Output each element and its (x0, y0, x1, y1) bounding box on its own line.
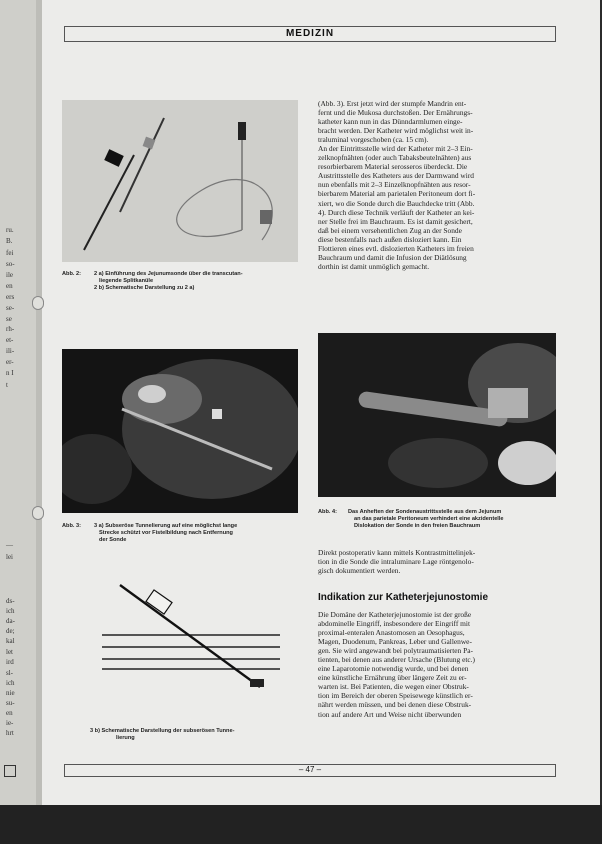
scan-bottom-edge (0, 805, 602, 844)
text-line: proximal-enteralen Anastomosen an Oesophagus, (318, 628, 465, 638)
adjacent-page-fragment: so- (6, 260, 15, 268)
adjacent-page-fragment: de; (6, 627, 15, 635)
text-line: tion im Bereich der oberen Speisewege künstlich er- (318, 691, 473, 701)
text-line: xiert, wo die Sonde durch die Bauchdecke tritt (Abb. (318, 198, 475, 208)
page-header (64, 26, 556, 42)
text-line: Magen, Duodenum, Pankreas, Leber und Gallenwe- (318, 637, 472, 647)
text-line: gisch dokumentiert werden. (318, 566, 401, 576)
adjacent-page-fragment: t (6, 381, 8, 389)
adjacent-page-fragment: se- (6, 304, 15, 312)
section-title: MEDIZIN (285, 28, 335, 39)
adjacent-page-fragment: ie- (6, 719, 14, 727)
caption-line: liegende Splitkanüle (99, 278, 154, 284)
text-line: eine Laparotomie notwendig wurde, und bei denen (318, 664, 469, 674)
text-line: traluminal vorgeschoben (ca. 15 cm). (318, 135, 429, 145)
text-line: abdominelle Eingriff, insbesondere der Eingriff mit (318, 619, 471, 629)
figure-3-caption (62, 523, 302, 553)
adjacent-page-fragment: rh- (6, 325, 15, 333)
adjacent-page-fragment: et- (6, 336, 14, 344)
text-line: bierbarem Material am parietalen Peritoneum dort fi- (318, 189, 476, 199)
text-line: Die Domäne der Katheterjejunostomie ist der große (318, 610, 472, 619)
caption-line: 2 b) Schematische Darstellung zu 2 a) (94, 285, 195, 291)
text-line: tion auf andere Art und Weise nicht überwunden (318, 709, 462, 719)
caption-line: 3 a) Subseröse Tunnelierung auf eine möglichst lange (94, 523, 238, 529)
caption-line: 3 b) Schematische Darstellung der subserösen Tunne- (90, 728, 235, 734)
adjacent-page-fragment: ile (6, 271, 13, 279)
caption-line: Dislokation der Sonde in den freien Bauchraum (354, 523, 481, 529)
text-line: dorthin ist damit unmöglich gemacht. (318, 261, 430, 271)
page-gutter (36, 0, 42, 805)
section-heading: Indikation zur Katheterjejunostomie (318, 592, 489, 603)
adjacent-page-fragment: ru. (6, 226, 14, 234)
text-line: Austrittsstelle des Katheters aus der Darmwand wird (318, 171, 474, 181)
binder-ring (32, 506, 44, 520)
page-footer (64, 764, 556, 777)
text-line: Direkt postoperativ kann mittels Kontrastmittelinjek- (318, 548, 476, 557)
text-line: (Abb. 3). Erst jetzt wird der stumpfe Mandrin ent- (318, 99, 467, 108)
adjacent-page-fragment: en (6, 282, 13, 290)
adjacent-page-fragment: su- (6, 699, 15, 707)
figure-3-photo (62, 349, 298, 513)
text-line: nährt werden müssen, und bei denen diese Obstruk- (318, 700, 472, 710)
adjacent-page-fragment: hrt (6, 729, 14, 737)
adjacent-page-fragment: B. (6, 237, 13, 245)
text-line: daß bei einem versehentlichen Zug an der Sonde (318, 225, 462, 235)
figure-2-label: Abb. 2: (62, 271, 81, 277)
adjacent-page-fragment: ers (6, 293, 15, 301)
adjacent-page-fragment: ird (6, 658, 14, 666)
adjacent-page-fragment: — (6, 541, 13, 549)
adjacent-page-fragment: en (6, 709, 13, 717)
caption-line: Strecke schützt vor Fistelbildung nach Entfernung (99, 530, 233, 536)
text-line: ner Stelle frei im Bauchraum. Es ist damit gesichert, (318, 216, 473, 226)
body-text-top (318, 99, 558, 271)
binder-ring (32, 296, 44, 310)
adjacent-page-fragment: ich (6, 679, 15, 687)
adjacent-page-fragment: lei (6, 553, 13, 561)
text-line: nun ebenfalls mit 2–3 Einzelknopfnähten aus resor- (318, 180, 471, 190)
adjacent-page-fragment: ich (6, 607, 15, 615)
page-number: – 47 – (298, 765, 322, 774)
adjacent-page-edge (0, 0, 40, 805)
adjacent-page-fragment: sl- (6, 669, 13, 677)
adjacent-page-fragment: kal (6, 637, 15, 645)
figure-3-label: Abb. 3: (62, 523, 81, 529)
caption-line: an das parietale Peritoneum verhindert eine akzidentelle (354, 516, 504, 522)
text-line: tion in die Sonde die intraluminare Lage röntgenolo- (318, 557, 474, 567)
adjacent-page-fragment: ds- (6, 597, 15, 605)
figure-4-label: Abb. 4: (318, 509, 337, 515)
adjacent-page-fragment: er- (6, 358, 14, 366)
figure-4-caption (318, 509, 558, 537)
text-line: gen. Sie wird angewandt bei polytraumatisierten Pa- (318, 646, 473, 656)
text-line: zelknopfnähten (oder auch Tabaksbeutelnähten) aus (318, 153, 472, 163)
text-line: Bauchraum und damit die Infusion der Diätlösung (318, 252, 467, 262)
text-line: 4). Durch diese Technik verläuft der Katheter an kei- (318, 207, 475, 217)
figure-3b-schematic (90, 575, 290, 695)
caption-line: lierung (116, 735, 135, 741)
adjacent-page-fragment: n I (6, 369, 14, 377)
text-line: katheter kann nun in das Dünndarmlumen einge- (318, 117, 463, 127)
figure-2-photo (62, 100, 298, 262)
text-line: diese bestenfalls nach außen disloziert kann. Ein (318, 234, 462, 244)
figure-2-caption (62, 271, 298, 301)
figure-4-photo (318, 333, 556, 497)
adjacent-page-fragment: let (6, 648, 13, 656)
text-line: tienten, bei denen aus anderer Ursache (Blutung etc.) (318, 655, 475, 665)
figure-3b-caption (90, 728, 302, 748)
margin-checkbox (4, 765, 16, 777)
adjacent-page-fragment: nie (6, 689, 15, 697)
text-line: bracht werden. Der Katheter wird möglichst weit in- (318, 126, 474, 136)
adjacent-page-fragment: da- (6, 617, 15, 625)
adjacent-page-fragment: fei (6, 249, 14, 257)
text-line: eine künstliche Ernährung über längere Zeit zu er- (318, 673, 467, 683)
text-line: resorbierbarem Material serosseros überdeckt. Die (318, 162, 468, 172)
text-line: fernt und die Mukosa durchstoßen. Der Ernährungs- (318, 108, 473, 118)
body-text-bottom (318, 610, 558, 719)
caption-line: 2 a) Einführung des Jejunumsonde über die transcutan- (94, 271, 243, 277)
text-line: Flottieren eines evtl. dislozierten Katheters im freien (318, 243, 474, 253)
text-line: An der Eintrittsstelle wird der Katheter mit 2–3 Ein- (318, 144, 473, 154)
text-line: warten ist. Bei Patienten, die wegen einer Obstruk- (318, 682, 469, 692)
adjacent-page-fragment: se (6, 315, 12, 323)
body-text-middle (318, 548, 558, 575)
caption-line: der Sonde (99, 537, 127, 543)
caption-line: Das Anheften der Sondenaustrittsstelle aus dem Jejunum (348, 509, 502, 515)
adjacent-page-fragment: ili- (6, 347, 15, 355)
